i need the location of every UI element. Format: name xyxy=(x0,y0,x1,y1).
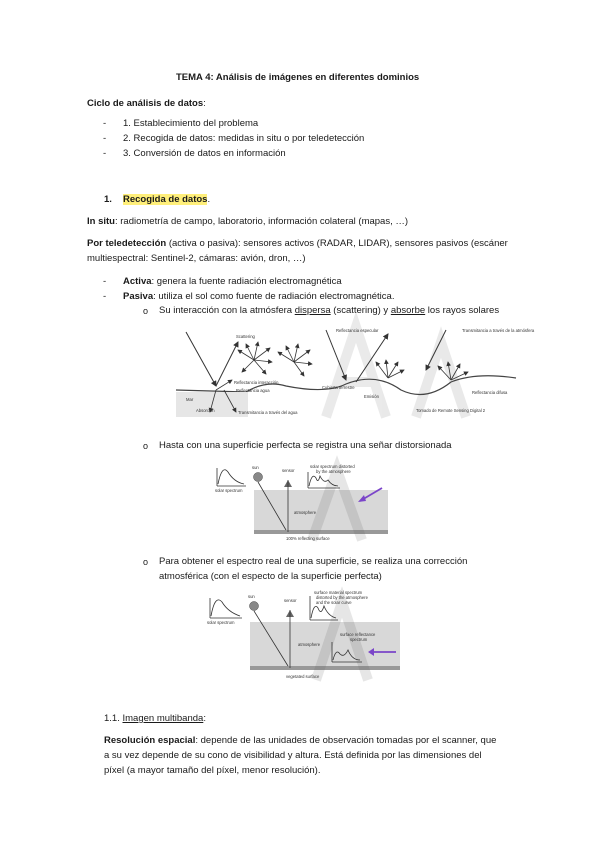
svg-text:sun: sun xyxy=(248,594,255,599)
svg-text:100% reflecting surface: 100% reflecting surface xyxy=(286,536,330,541)
svg-text:Reflectancia especular: Reflectancia especular xyxy=(336,328,379,333)
svg-text:vegetated surface: vegetated surface xyxy=(286,674,320,679)
section-1-1-heading: 1.1. Imagen multibanda: xyxy=(104,713,206,724)
svg-text:and the solar curve: and the solar curve xyxy=(316,600,352,605)
svg-text:Tomado de Remote Sensing Digit: Tomado de Remote Sensing Digital 2 xyxy=(416,408,486,413)
watermark xyxy=(326,327,466,417)
svg-text:Reflectancia agua: Reflectancia agua xyxy=(236,388,270,393)
insitu-paragraph: In situ: radiometría de campo, laboratorio, información colateral (mapas, …) xyxy=(87,216,409,227)
svg-text:surface material spectrum: surface material spectrum xyxy=(314,590,363,595)
list-dash: - xyxy=(103,118,107,129)
svg-text:sun: sun xyxy=(252,465,259,470)
teledeteccion-line-1: Por teledetección (activa o pasiva): sensores activos (RADAR, LIDAR), sensores pasivos (escáner xyxy=(87,238,508,249)
list-dash: - xyxy=(103,276,107,287)
activa-item: Activa: genera la fuente radiación electromagnética xyxy=(123,276,342,287)
sub-item-distortion: Hasta con una superficie perfecta se registra una señar distorsionada xyxy=(159,440,452,451)
svg-text:solar spectrum distorted: solar spectrum distorted xyxy=(310,464,355,469)
surface-layer xyxy=(254,530,388,534)
solar-spectrum-curve xyxy=(210,598,242,618)
diffuse-burst xyxy=(376,360,404,378)
pasiva-item: Pasiva: utiliza el sol como fuente de radiación electromagnética. xyxy=(123,291,395,302)
sub-item-correction-line-1: Para obtener el espectro real de una superficie, se realiza una corrección xyxy=(159,556,468,567)
section-1-number: 1. xyxy=(104,194,112,205)
circle-bullet: o xyxy=(143,441,149,451)
list-dash: - xyxy=(103,148,107,159)
list-item: 1. Establecimiento del problema xyxy=(123,118,259,129)
list-dash: - xyxy=(103,133,107,144)
svg-text:solar spectrum: solar spectrum xyxy=(207,620,235,625)
sub-item-scattering: Su interacción con la atmósfera dispersa (scattering) y absorbe los rayos solares xyxy=(159,305,500,316)
svg-text:Transmitancia a través del agu: Transmitancia a través del agua xyxy=(238,410,298,415)
circle-bullet: o xyxy=(143,306,149,316)
sub-item-correction-line-2: atmosférica (con el especto de la superficie perfecta) xyxy=(159,571,382,582)
svg-text:Reflectancia interacción: Reflectancia interacción xyxy=(234,380,279,385)
vegetated-surface-diagram xyxy=(204,588,400,680)
teledeteccion-line-2: multiespectral: Sentinel-2, cámaras: avión, dron, …) xyxy=(87,253,306,264)
scattering-burst xyxy=(278,344,312,376)
svg-text:Emisión: Emisión xyxy=(364,394,379,399)
svg-text:Scattering: Scattering xyxy=(236,334,255,339)
list-item: 3. Conversión de datos en información xyxy=(123,148,286,159)
resolucion-line-2: a su vez depende de su cono de visibilidad y altura. Está definida por las dimensiones del xyxy=(104,750,482,761)
svg-text:by the atmosphere: by the atmosphere xyxy=(316,469,351,474)
svg-text:atmosphere: atmosphere xyxy=(298,642,321,647)
svg-text:Mar: Mar xyxy=(186,397,194,402)
svg-text:sensor: sensor xyxy=(282,468,295,473)
perfect-surface-diagram xyxy=(212,460,388,542)
svg-text:spectrum: spectrum xyxy=(350,637,368,642)
svg-text:sensor: sensor xyxy=(284,598,297,603)
svg-text:Absorción: Absorción xyxy=(196,408,215,413)
page-title: TEMA 4: Análisis de imágenes en diferentes dominios xyxy=(176,72,420,83)
circle-bullet: o xyxy=(143,557,149,567)
svg-text:atmosphere: atmosphere xyxy=(294,510,317,515)
resolucion-line-3: píxel (a mayor tamaño del píxel, menor resolución). xyxy=(104,765,321,776)
svg-text:solar spectrum: solar spectrum xyxy=(215,488,243,493)
interaction-diagram xyxy=(176,322,535,417)
svg-text:Cubierta terrestre: Cubierta terrestre xyxy=(322,385,355,390)
list-dash: - xyxy=(103,291,107,302)
section-1-title: Recogida de datos. xyxy=(123,194,211,205)
solar-spectrum-curve xyxy=(217,468,246,486)
resolucion-line-1: Resolución espacial: depende de las unidades de observación tomadas por el scanner, que xyxy=(104,735,497,746)
svg-text:Transmitancia a través de la a: Transmitancia a través de la atmósfera xyxy=(462,328,535,333)
sun-icon xyxy=(254,473,263,482)
svg-text:distorted by the atmosphere: distorted by the atmosphere xyxy=(316,595,368,600)
ciclo-heading: Ciclo de análisis de datos: xyxy=(87,98,206,109)
list-item: 2. Recogida de datos: medidas in situ o por teledetección xyxy=(123,133,365,144)
sun-icon xyxy=(250,602,259,611)
svg-text:surface reflectance: surface reflectance xyxy=(340,632,376,637)
svg-text:Reflectancia difusa: Reflectancia difusa xyxy=(472,390,508,395)
scattering-burst xyxy=(238,342,272,374)
